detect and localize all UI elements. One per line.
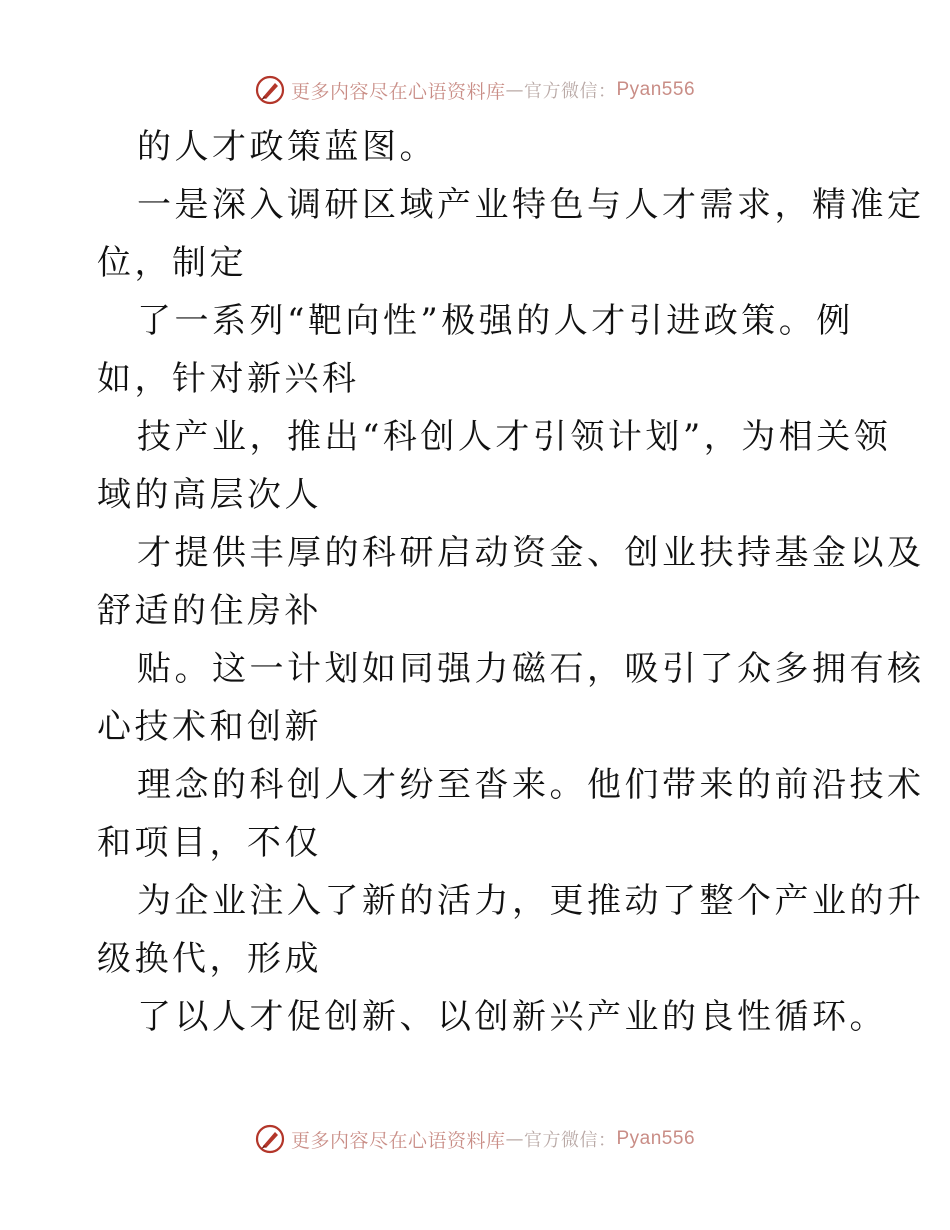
watermark-dash: — xyxy=(505,79,524,101)
pen-logo-icon xyxy=(255,1124,285,1154)
footer-watermark xyxy=(0,1121,950,1157)
document-body xyxy=(97,118,925,1046)
header-watermark xyxy=(0,72,950,108)
text-line: 技产业，推出“科创人才引领计划”，为相关领 xyxy=(137,417,892,457)
watermark-wechat-label: 官方微信： xyxy=(524,81,617,102)
text-line: 级换代，形成 xyxy=(97,939,322,979)
text-line: 为企业注入了新的活力，更推动了整个产业的升 xyxy=(137,881,925,921)
text-line: 一是深入调研区域产业特色与人才需求，精准定 xyxy=(137,185,925,225)
text-line: 贴。这一计划如同强力磁石，吸引了众多拥有核 xyxy=(137,649,925,689)
watermark-dash: — xyxy=(505,1128,524,1150)
text-line: 如，针对新兴科 xyxy=(97,359,360,399)
text-line: 了一系列“靶向性”极强的人才引进政策。例 xyxy=(137,301,854,341)
watermark-wechat-id: Pyan556 xyxy=(616,79,696,100)
text-line: 理念的科创人才纷至沓来。他们带来的前沿技术 xyxy=(137,765,925,805)
watermark-wechat-label: 官方微信： xyxy=(524,1130,617,1151)
text-line: 域的高层次人 xyxy=(97,475,322,515)
pen-logo-icon xyxy=(255,75,285,105)
watermark-wechat-id: Pyan556 xyxy=(616,1128,696,1149)
text-line: 才提供丰厚的科研启动资金、创业扶持基金以及 xyxy=(137,533,925,573)
text-line: 心技术和创新 xyxy=(97,707,322,747)
watermark-main-text: 更多内容尽在心语资料库 xyxy=(290,1129,506,1152)
text-line: 和项目，不仅 xyxy=(97,823,322,863)
text-line: 的人才政策蓝图。 xyxy=(137,127,437,167)
text-line: 舒适的住房补 xyxy=(97,591,322,631)
text-line: 位，制定 xyxy=(97,243,247,283)
text-line: 了以人才促创新、以创新兴产业的良性循环。 xyxy=(137,997,887,1037)
watermark-main-text: 更多内容尽在心语资料库 xyxy=(290,80,506,103)
